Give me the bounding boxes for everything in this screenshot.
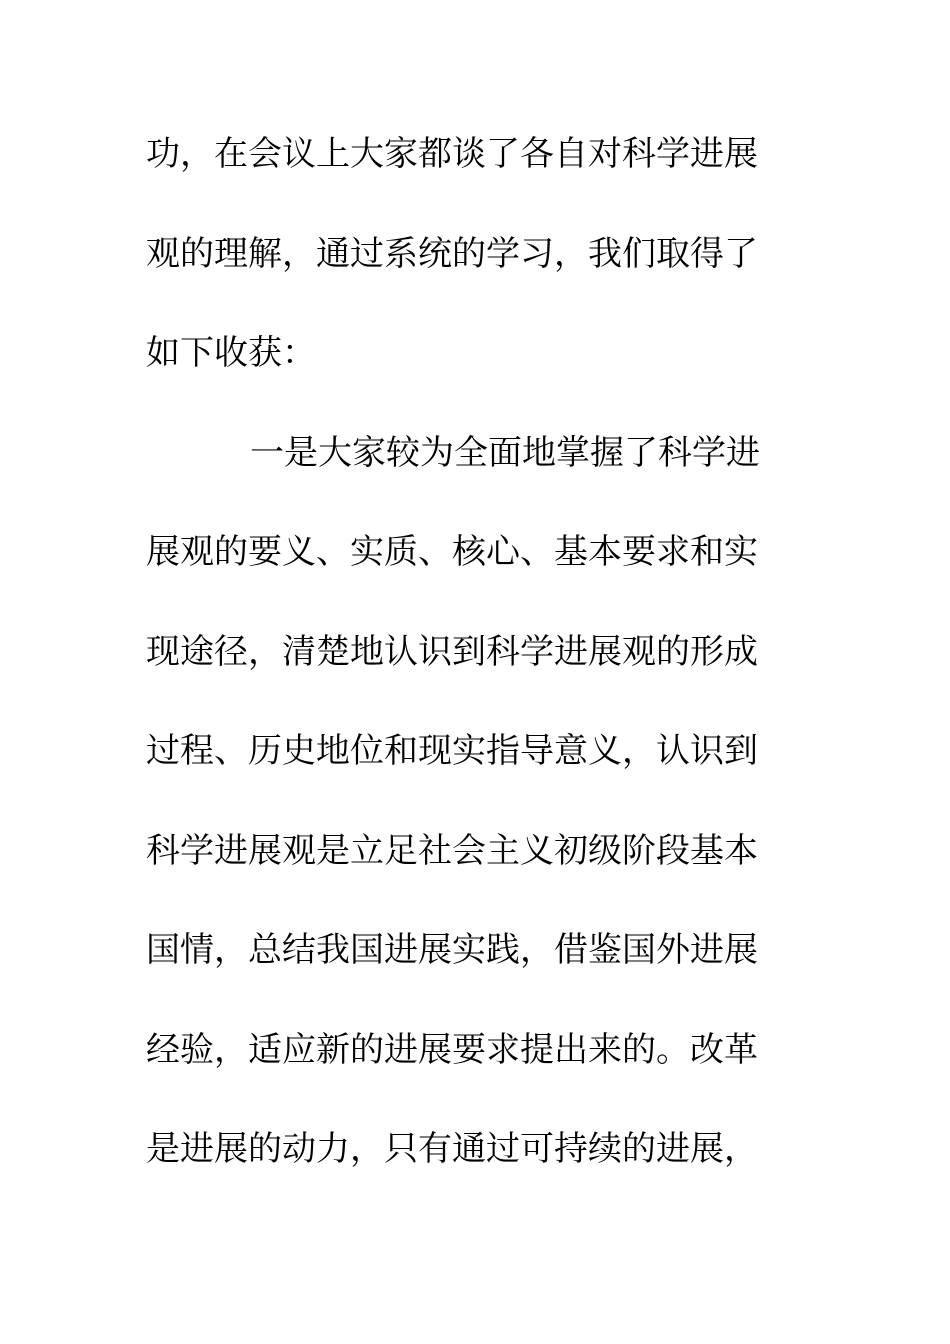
text-line: 现途径，清楚地认识到科学进展观的形成	[146, 631, 758, 672]
text-line: 如下收获：	[146, 333, 316, 373]
text-line: 功，在会议上大家都谈了各自对科学进展	[146, 134, 758, 174]
text-line: 观的理解，通过系统的学习，我们取得了	[146, 233, 758, 274]
text-line: 展观的要义、实质、核心、基本要求和实	[146, 532, 758, 572]
text-line: 是进展的动力，只有通过可持续的进展，	[146, 1129, 758, 1169]
paragraph-first-line: 一是大家较为全面地掌握了科学进	[250, 432, 760, 473]
text-line: 国情，总结我国进展实践，借鉴国外进展	[146, 930, 758, 970]
text-line: 经验，适应新的进展要求提出来的。改革	[146, 1029, 758, 1070]
text-line: 科学进展观是立足社会主义初级阶段基本	[146, 830, 758, 871]
body-text	[146, 124, 786, 1219]
text-line: 过程、历史地位和现实指导意义，认识到	[146, 731, 758, 771]
